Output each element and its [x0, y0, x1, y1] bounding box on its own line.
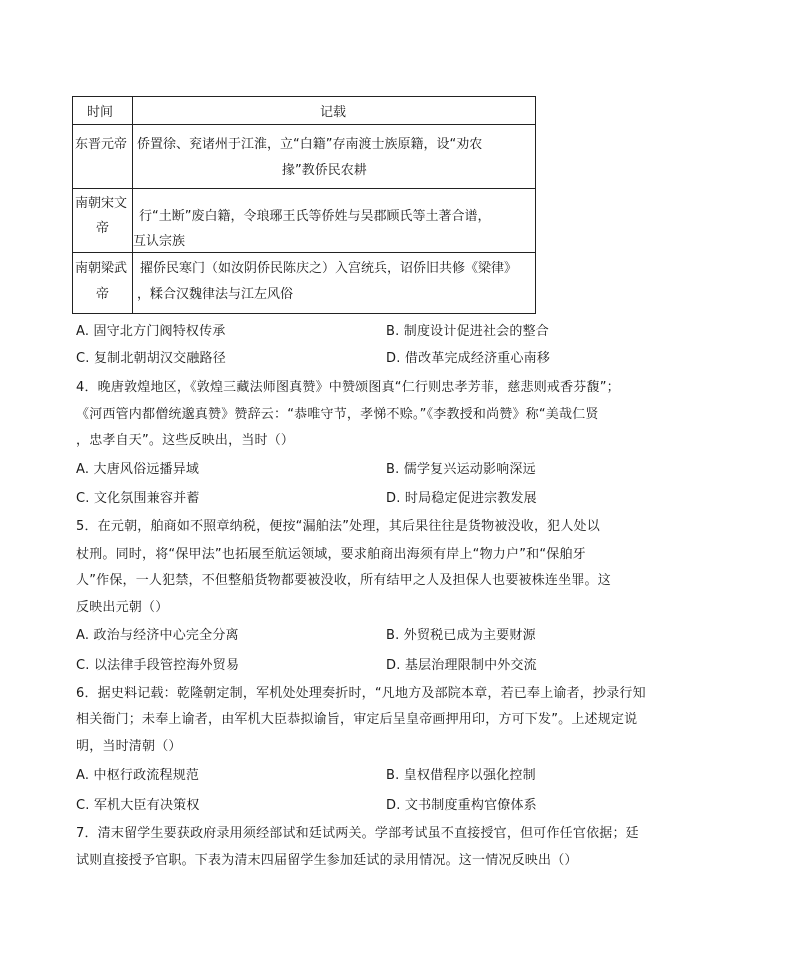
q5-stem-line: 杖刑。同时，将“保甲法”也拓展至航运领域，要求舶商出海须有岸上“物力户”和“保舶牙	[76, 547, 586, 562]
table-cell-record: ，糅合汉魏律法与江左风俗	[137, 287, 294, 302]
table-column-divider	[132, 97, 133, 313]
table-cell-record: 行“土断”废白籍，令琅琊王氏等侨姓与吴郡顾氏等土著合谱，	[139, 209, 491, 224]
q6-stem-line: 明，当时清朝（）	[76, 739, 182, 754]
table-cell-time: 东晋元帝	[75, 137, 128, 152]
record-table	[72, 96, 536, 314]
table-cell-record: 掾”教侨民农耕	[282, 163, 367, 178]
table-row-divider	[73, 188, 535, 189]
q6-stem-line: 6．据史料记载：乾隆朝定制，军机处处理奏折时，“凡地方及部院本章，若已奉上谕者，抄录行知	[76, 686, 646, 701]
table-header-time: 时间	[87, 105, 114, 120]
q4-option-b[interactable]: B. 儒学复兴运动影响深远	[386, 462, 536, 477]
table-row-divider	[73, 124, 535, 125]
q5-stem-line: 反映出元朝（）	[76, 600, 169, 615]
q3-option-c[interactable]: C. 复制北朝胡汉交融路径	[76, 351, 226, 366]
q7-stem-line: 试则直接授予官职。下表为清末四届留学生参加廷试的录用情况。这一情况反映出（）	[76, 853, 578, 868]
q4-option-a[interactable]: A. 大唐风俗远播异域	[76, 462, 200, 477]
q5-stem-line: 人”作保，一人犯禁，不但整船货物都要被没收，所有结甲之人及担保人也要被株连坐罪。这	[76, 573, 611, 588]
table-cell-record: 互认宗族	[133, 234, 186, 249]
q6-option-c[interactable]: C. 军机大臣有决策权	[76, 798, 200, 813]
q6-option-a[interactable]: A. 中枢行政流程规范	[76, 768, 200, 783]
table-cell-record: 侨置徐、兖诸州于江淮，立“白籍”存南渡士族原籍，设“劝农	[137, 137, 483, 152]
table-row-divider	[73, 252, 535, 253]
q6-option-d[interactable]: D. 文书制度重构官僚体系	[386, 798, 537, 813]
table-cell-record: 擢侨民寒门（如汝阴侨民陈庆之）入宫统兵，诏侨旧共修《梁律》	[140, 261, 518, 276]
q4-option-d[interactable]: D. 时局稳定促进宗教发展	[386, 491, 537, 506]
table-cell-time: 帝	[96, 221, 110, 236]
q4-stem-line: 《河西管内都僧统邈真赞》赞辞云：“恭唯守节，孝悌不赊。”《李教授和尚赞》称“美哉仁贤	[76, 407, 599, 422]
table-header-record: 记载	[320, 105, 347, 120]
q3-option-b[interactable]: B. 制度设计促进社会的整合	[386, 324, 549, 339]
q5-stem-line: 5．在元朝，舶商如不照章纳税，便按“漏舶法”处理，其后果往往是货物被没收，犯人处以	[76, 519, 600, 534]
q4-option-c[interactable]: C. 文化氛围兼容并蓄	[76, 491, 200, 506]
q6-stem-line: 相关衙门；未奉上谕者，由军机大臣恭拟谕旨，审定后呈皇帝画押用印，方可下发”。上述规定说	[76, 712, 638, 727]
table-cell-time: 南朝梁武	[75, 261, 128, 276]
q4-stem-line: 4．晚唐敦煌地区，《敦煌三藏法师图真赞》中赞颂图真“仁行则忠孝芳菲，慈悲则戒香芬馥”；	[76, 380, 620, 395]
q5-option-c[interactable]: C. 以法律手段管控海外贸易	[76, 658, 240, 673]
q4-stem-line: ，忠孝自天”。这些反映出，当时（）	[76, 433, 295, 448]
q5-option-d[interactable]: D. 基层治理限制中外交流	[386, 658, 537, 673]
q7-stem-line: 7．清末留学生要获政府录用须经部试和廷试两关。学部考试虽不直接授官，但可作任官依据；廷	[76, 826, 639, 841]
q6-option-b[interactable]: B. 皇权借程序以强化控制	[386, 768, 536, 783]
table-cell-time: 南朝宋文	[75, 196, 128, 211]
q5-option-b[interactable]: B. 外贸税已成为主要财源	[386, 628, 536, 643]
q3-option-a[interactable]: A. 固守北方门阀特权传承	[76, 324, 226, 339]
q5-option-a[interactable]: A. 政治与经济中心完全分离	[76, 628, 239, 643]
table-cell-time: 帝	[96, 287, 110, 302]
q3-option-d[interactable]: D. 借改革完成经济重心南移	[386, 351, 551, 366]
